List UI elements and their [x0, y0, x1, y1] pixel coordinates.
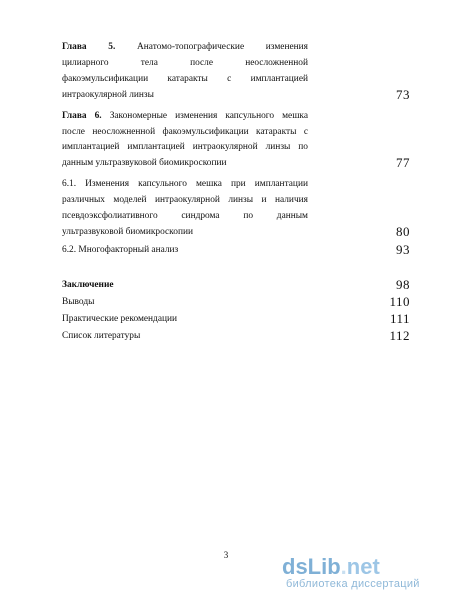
toc-s62-line-1: 6.2. Многофакторный анализ — [62, 245, 179, 255]
toc-ch5-heading-number: 5. — [108, 42, 116, 52]
toc-ch5-line-4: интраокулярной линзы — [62, 90, 154, 100]
toc-ch6-line-2: после неосложненной факоэмульсификации катаракты с — [62, 127, 308, 137]
toc-ch6-page: 77 — [396, 155, 410, 170]
toc-findings-label: Выводы — [62, 297, 95, 307]
toc-ch6-line-4: данным ультразвуковой биомикроскопии — [62, 158, 227, 168]
toc-ch5-title-start: Анатомо-топографические изменения — [137, 42, 308, 52]
toc-references-label: Список литературы — [62, 331, 141, 341]
toc-findings-page: 110 — [389, 294, 410, 309]
toc-s62-page: 93 — [396, 242, 410, 257]
toc-s61-line-1: 6.1. Изменения капсульного мешка при имплантации — [62, 179, 308, 189]
toc-ch6-line-3: имплантацией имплантацией интраокулярной линзы по — [62, 142, 308, 152]
toc-ch5-heading-label: Глава — [62, 42, 87, 52]
dslib-logo — [282, 556, 380, 578]
dslib-watermark — [282, 556, 450, 592]
page-number: 3 — [223, 550, 229, 560]
toc-ch5-line-2: цилиарного тела после неосложненной — [62, 58, 308, 68]
toc-ch5-page: 73 — [396, 87, 410, 102]
toc-references-page: 112 — [389, 328, 410, 343]
toc-s61-page: 80 — [396, 224, 410, 239]
toc-ch5-line-3: факоэмульсификации катаракты с имплантацией — [62, 74, 308, 84]
toc-s61-line-4: ультразвуковой биомикроскопии — [62, 227, 193, 237]
toc-recommendations-label: Практические рекомендации — [62, 314, 178, 324]
toc-ch6-heading: Глава 6. — [62, 111, 102, 121]
dslib-subtitle: библиотека диссертаций — [286, 578, 420, 590]
toc-recommendations-page: 111 — [389, 311, 410, 326]
toc-s61-line-3: псевдоэксфолиативного синдрома по данным — [62, 211, 308, 221]
toc-ch6-title-start: Закономерные изменения капсульного мешка — [109, 111, 308, 121]
toc-ch6-line-1 — [62, 110, 308, 122]
dslib-logo-dot: . — [340, 554, 347, 579]
toc-conclusion-page: 98 — [396, 277, 410, 292]
dslib-logo-tld: net — [346, 554, 380, 579]
toc-conclusion-label: Заключение — [62, 280, 114, 290]
dslib-logo-main: dsLib — [282, 554, 341, 579]
toc-s61-line-2: различных моделей интраокулярной линзы и наличия — [62, 195, 308, 205]
toc-ch5-line-1 — [62, 41, 308, 53]
